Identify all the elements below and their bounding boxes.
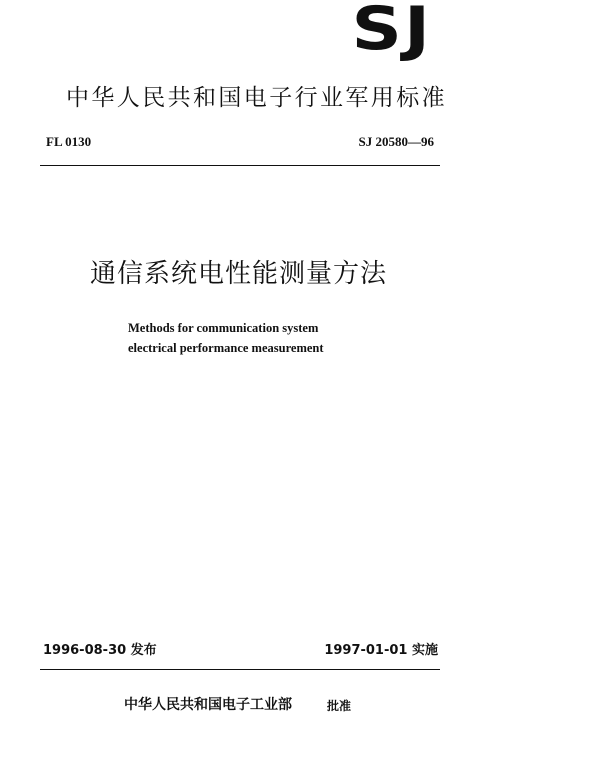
sj-logo: SJ	[351, 0, 432, 64]
document-title-chinese: 通信系统电性能测量方法	[90, 259, 388, 289]
standard-category: 中华人民共和国电子行业军用标准	[66, 85, 447, 111]
issue-date: 1996-08-30 发布	[43, 643, 157, 658]
approval-word: 批准	[327, 699, 352, 713]
header-divider	[40, 165, 440, 166]
footer-divider	[40, 669, 440, 670]
english-title-line-1: Methods for communication system	[128, 321, 319, 335]
classification-code: FL 0130	[46, 134, 92, 149]
english-title-line-2: electrical performance measurement	[128, 341, 324, 355]
approving-body: 中华人民共和国电子工业部	[124, 697, 292, 713]
document-title-english	[128, 318, 368, 358]
standard-number: SJ 20580—96	[358, 134, 434, 149]
implementation-date: 1997-01-01 实施	[324, 643, 438, 658]
